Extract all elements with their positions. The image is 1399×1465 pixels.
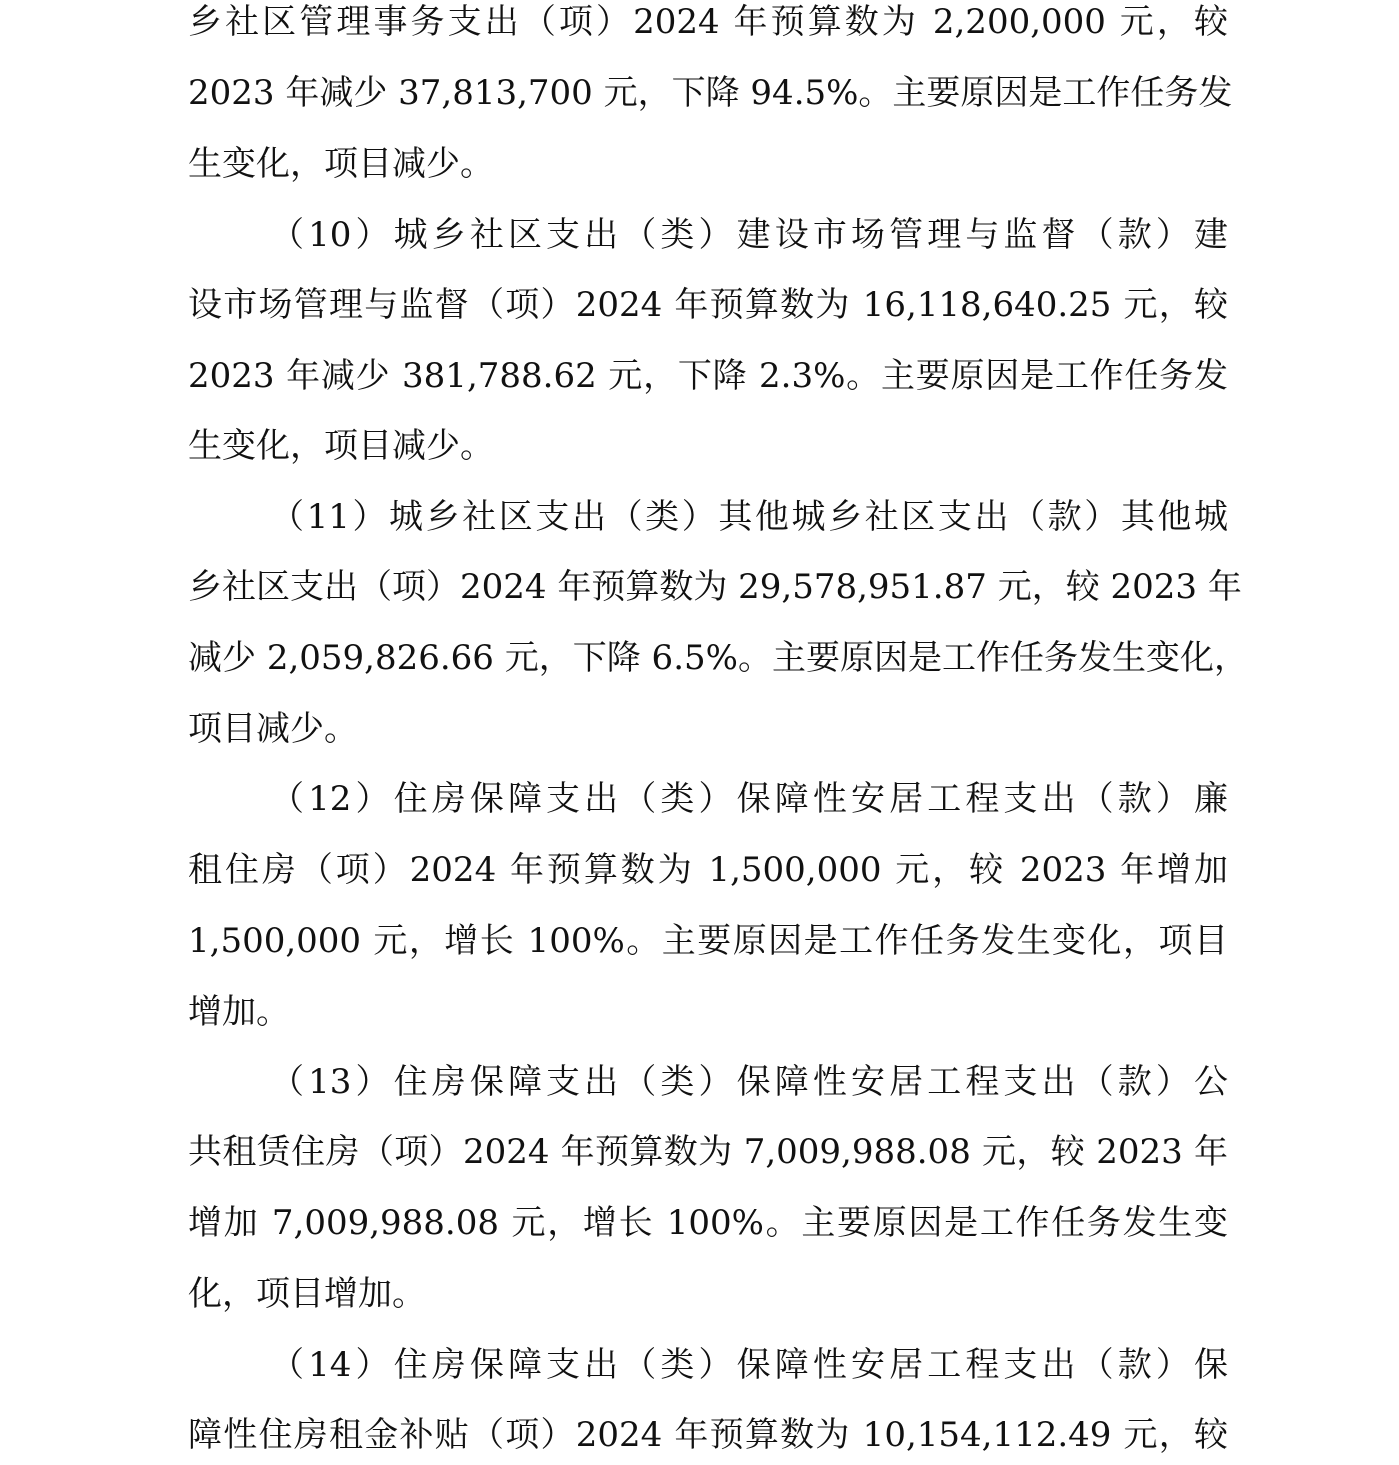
text-line: 共租赁住房（项）2024 年预算数为 7,009,988.08 元，较 2023 年 xyxy=(188,1132,1228,1172)
text-line: 增加 7,009,988.08 元，增长 100%。主要原因是工作任务发生变 xyxy=(188,1203,1228,1243)
text-line: 乡社区管理事务支出（项）2024 年预算数为 2,200,000 元，较 xyxy=(188,2,1228,42)
text-line: 租住房（项）2024 年预算数为 1,500,000 元，较 2023 年增加 xyxy=(188,850,1228,890)
paragraph-heading-12: （12）住房保障支出（类）保障性安居工程支出（款）廉 xyxy=(270,779,1228,819)
text-line: 生变化，项目减少。 xyxy=(188,144,494,184)
paragraph-heading-13: （13）住房保障支出（类）保障性安居工程支出（款）公 xyxy=(270,1062,1228,1102)
text-line: 2023 年减少 37,813,700 元，下降 94.5%。主要原因是工作任务发 xyxy=(188,73,1233,113)
paragraph-heading-11: （11）城乡社区支出（类）其他城乡社区支出（款）其他城 xyxy=(270,497,1228,537)
paragraph-heading-10: （10）城乡社区支出（类）建设市场管理与监督（款）建 xyxy=(270,215,1228,255)
text-line: 增加。 xyxy=(188,992,290,1032)
text-line: 化，项目增加。 xyxy=(188,1274,426,1314)
text-line: 生变化，项目减少。 xyxy=(188,426,494,466)
text-line: 1,500,000 元，增长 100%。主要原因是工作任务发生变化，项目 xyxy=(188,921,1228,961)
text-line: 障性住房租金补贴（项）2024 年预算数为 10,154,112.49 元，较 xyxy=(188,1415,1228,1455)
text-line: 设市场管理与监督（项）2024 年预算数为 16,118,640.25 元，较 xyxy=(188,285,1228,325)
text-line: 减少 2,059,826.66 元，下降 6.5%。主要原因是工作任务发生变化， xyxy=(188,638,1248,678)
text-line: 2023 年减少 381,788.62 元，下降 2.3%。主要原因是工作任务发 xyxy=(188,356,1228,396)
text-line: 项目减少。 xyxy=(188,709,358,749)
text-line: 乡社区支出（项）2024 年预算数为 29,578,951.87 元，较 2023 年 xyxy=(188,567,1242,607)
paragraph-heading-14: （14）住房保障支出（类）保障性安居工程支出（款）保 xyxy=(270,1345,1228,1385)
